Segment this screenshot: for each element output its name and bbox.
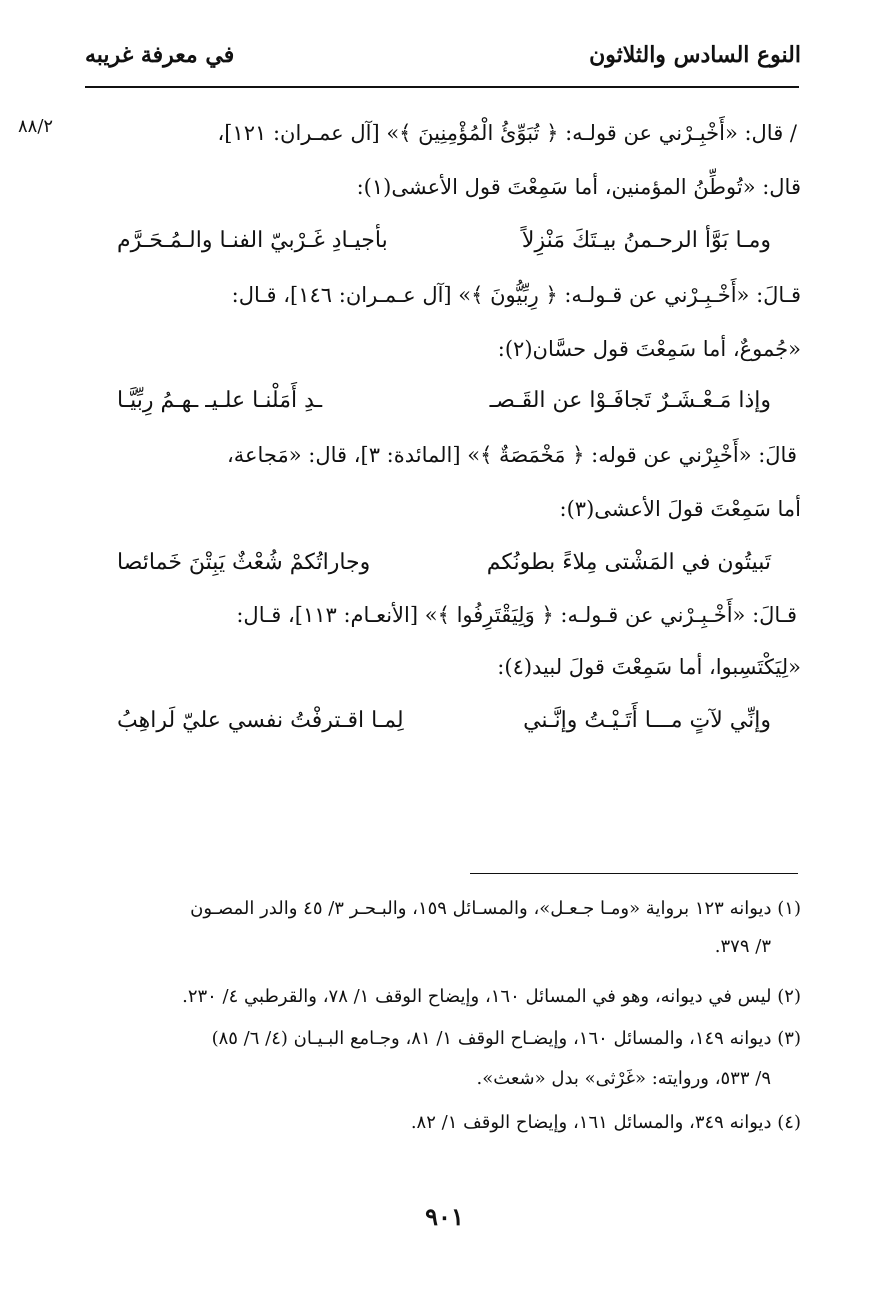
footnote-divider: [470, 873, 798, 874]
verse-1-second-hemistich: بأجيـادِ غَـرْبيّ الفنـا والـمُـحَـرَّم: [117, 228, 388, 253]
footnote-3-continuation: ٩/ ٥٣٣، وروايته: «غَرْثى» بدل «شعث».: [476, 1068, 771, 1089]
footnote-4: (٤) ديوانه ٣٤٩، والمسائل ١٦١، وإيضاح الوقف ١/ ٨٢.: [410, 1112, 801, 1133]
text-line-5: قالَ: «أَخْبِرْني عن قوله: ﴿ مَخْمَصَةٌ ﴾» [المائدة: ٣]، قال: «مَجاعة،: [226, 443, 797, 467]
section-title: في معرفة غريبه: [85, 42, 235, 68]
verse-2-second-hemistich: ـدِ أَمَلْنـا علـيـ ـهـمُ رِبِّيَّـا: [117, 388, 323, 413]
text-line-7: قـالَ: «أَخْـبِـرْني عن قـولـه: ﴿ وَلِيَقْتَرِفُوا ﴾» [الأنعـام: ١١٣]، قـال:: [236, 603, 797, 627]
text-line-1: / قال: «أَخْبِـرْني عن قولـه: ﴿ تُبَوِّئُ الْمُؤْمِنِينَ ﴾» [آل عمـران: ١٢١]،: [217, 121, 797, 145]
verse-2-first-hemistich: وإذا مَـعْـشَـرٌ تَجافَـوْا عن القَـصـ: [489, 388, 771, 413]
verse-4-second-hemistich: لِمـا اقـترفْتُ نفسي عليّ لَراهِبُ: [117, 708, 404, 733]
verse-3-first-hemistich: تَبيتُون في المَشْتى مِلاءً بطونُكم: [486, 550, 771, 575]
text-line-8: «لِيَكْتَسِبوا، أما سَمِعْتَ قولَ لبيد(٤):: [497, 655, 801, 679]
page-number: ٩٠١: [425, 1202, 464, 1231]
footnote-1: (١) ديوانه ١٢٣ برواية «ومـا جـعـل»، والمسـائل ١٥٩، والبـحـر ٣/ ٤٥ والدر المصـون: [190, 898, 801, 919]
text-line-6: أما سَمِعْتَ قولَ الأعشى(٣):: [559, 497, 801, 521]
footnote-3: (٣) ديوانه ١٤٩، والمسائل ١٦٠، وإيضـاح الوقف ١/ ٨١، وجـامع البـيـان (٤/ ٦/ ٨٥): [211, 1028, 801, 1049]
verse-4-first-hemistich: وإنِّي لآتٍ مـــا أَتَـيْـتُ وإنَّـني: [523, 708, 771, 733]
text-line-3: قـالَ: «أَخْـبِـرْني عن قـولـه: ﴿ رِبِّيُّونَ ﴾» [آل عـمـران: ١٤٦]، قـال:: [231, 283, 801, 307]
text-line-4: «جُموعٌ، أما سَمِعْتَ قول حسَّان(٢):: [497, 337, 801, 361]
text-line-2: قال: «تُوطِّنُ المؤمنين، أما سَمِعْتَ قول الأعشى(١):: [356, 175, 801, 199]
header-divider: [85, 86, 799, 88]
footnote-1-continuation: ٣/ ٣٧٩.: [714, 936, 771, 957]
margin-reference: ٨٨/٢: [18, 116, 54, 137]
verse-3-second-hemistich: وجاراتُكمْ شُعْثٌ يَبِتْنَ خَمائصا: [117, 550, 371, 575]
footnote-2: (٢) ليس في ديوانه، وهو في المسائل ١٦٠، وإيضاح الوقف ١/ ٧٨، والقرطبي ٤/ ٢٣٠.: [182, 986, 801, 1007]
verse-1-first-hemistich: ومـا بَوَّأ الرحـمنُ بيـتَكَ مَنْزِلاً: [521, 228, 771, 253]
chapter-title: النوع السادس والثلاثون: [589, 42, 801, 68]
